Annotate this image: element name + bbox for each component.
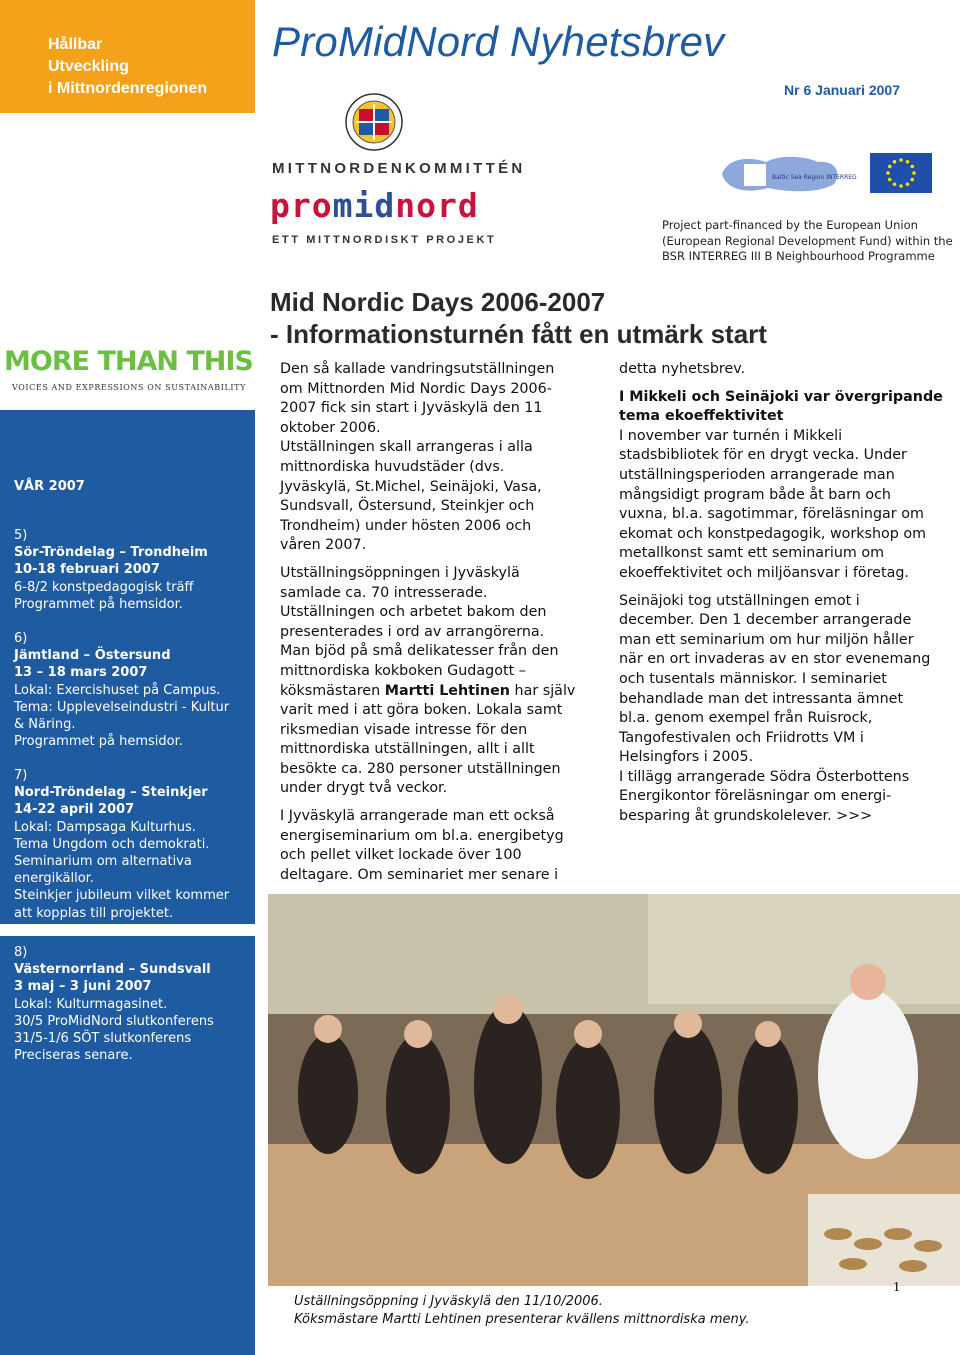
exhibition-photo [268,894,960,1286]
eu-star-icon [906,182,910,186]
article-line: tema ekoeffektivitet [619,408,784,425]
eu-star-icon [886,171,890,175]
article-line: detta nyhetsbrev. [619,361,746,377]
article-line: Den så kallade vandringsutställningen [280,361,555,377]
article-line: när en ort invaderas av en stor evenemang [619,651,931,668]
article-line: besparing åt grundskolelever. >>> [619,808,873,825]
paragraph-gap [280,799,600,807]
article-line: samlade ca. 70 intresserade. [280,584,488,601]
event-6: 6) Jämtland – Östersund 13 – 18 mars 2007 Lokal: Exercishuset på Campus. Tema: Upplevelseindustri - Kultur & Näring. Programmet på hemsidor. [14,631,230,750]
article-line: Utställningen skall arrangeras i alla [280,439,533,456]
article-line: Tangofestivalen och Friidrotts VM i [619,729,864,746]
article-line: vuxna, bl.a. sagotimmar, föreläsningar om [619,506,924,523]
eu-star-icon [893,160,897,164]
article-line: under drygt två veckor. [280,780,448,797]
newsletter-title: ProMidNord Nyhetsbrev [272,18,725,65]
article-line: I Mikkeli och Seinäjoki var övergripande [619,388,943,405]
project-subtitle: ETT MITTNORDISKT PROJEKT [272,234,497,246]
article-line: behandlade man det intressanta ämnet [619,690,904,707]
article-line: utställningsperioden arrangerade man [619,466,895,483]
article-line: energiseminarium om bl.a. energibetyg [280,827,564,844]
eu-star-icon [888,178,892,182]
paragraph-gap [619,380,959,388]
org-title: Hållbar Utveckling i Mittnordenregionen [48,36,208,97]
article-line: Utställningsöppningen i Jyväskylä [280,564,520,581]
article-line: varit med i att göra boken. Lokala samt [280,702,563,719]
eu-star-icon [899,158,903,162]
event-8: 8) Västernorrland – Sundsvall 3 maj – 3 juni 2007 Lokal: Kulturmagasinet. 30/5 ProMidNord slutkonferens 31/5-1/6 SÖT slutkonferens Preciseras senare. [14,945,214,1064]
article-line: mittnordiska huvudstäder (dvs. [280,458,505,475]
article-line: metallkonst samt ett seminarium om [619,545,885,562]
issue-label: Nr 6 Januari 2007 [784,82,900,98]
svg-text:MORE THAN THIS: MORE THAN THIS [4,346,253,377]
page-number: 1 [893,1280,900,1295]
sidebar-divider [0,924,255,936]
article-line: Trondheim) under hösten 2006 och [280,517,532,534]
funding-notice: Project part-financed by the European Union (European Regional Development Fund) within the BSR INTERREG III B Neighbourhood Programme [662,218,953,263]
eu-star-icon [912,171,916,175]
article-line: ekoeffektivitet och miljöansvar i företag. [619,564,909,581]
article-line: mittnordiska utställningen, allt i allt [280,741,535,758]
article-line: oktober 2006. [280,419,381,436]
article-line: Sundsvall, Östersund, Steinkjer och [280,498,535,515]
paragraph-gap [280,556,600,564]
paragraph-gap [619,584,959,592]
article-title: Mid Nordic Days 2006-2007 - Informationsturnén fått en utmärk start [270,287,767,349]
article-line: 2007 fick sin start i Jyväskylä den 11 [280,400,543,417]
org-banner [0,0,255,113]
bsr-interreg-logo [718,152,857,196]
article-line: Seinäjoki tog utställningen emot i [619,592,860,609]
article-line: Utställningen och arbetet bakom den [280,604,547,621]
article-line: mångsidigt program både åt barn och [619,486,891,503]
article-line: om Mittnorden Mid Nordic Days 2006- [280,380,552,397]
article-line: Jyväskylä, St.Michel, Seinäjoki, Vasa, [280,478,542,495]
eu-star-icon [910,165,914,169]
svg-text:VOICES AND EXPRESSIONS ON SUST: VOICES AND EXPRESSIONS ON SUSTAINABILITY [12,383,246,392]
article-line: bl.a. genom exempel från Ruisrock, [619,710,873,727]
article-line: presenterades i ord av arrangörerna. [280,623,545,640]
article-line: Man bjöd på små delikatesser från den [280,643,559,660]
mittnorden-seal-icon [344,92,404,152]
eu-flag-icon [870,153,932,193]
eu-star-icon [888,165,892,169]
event-5: 5) Sör-Tröndelag – Trondheim 10-18 februari 2007 6-8/2 konstpedagogisk träff Programmet på hemsidor. [14,528,208,612]
article-line: riksmedian visade intresse för den [280,721,528,738]
article-line: besökte ca. 280 personer utställningen [280,760,561,777]
article-line: stadsbibliotek för en drygt vecka. Under [619,447,907,464]
eu-star-icon [906,160,910,164]
article-line: och pellet vilket lockade över 100 [280,847,522,864]
eu-star-icon [893,182,897,186]
article-column-1 [280,360,600,885]
article-line: och tusentals människor. I seminariet [619,670,887,687]
event-7: 7) Nord-Tröndelag – Steinkjer 14-22 april 2007 Lokal: Dampsaga Kulturhus. Tema Ungdom och demokrati. Seminarium om alternativa energikällor. Steinkjer jubileum vilket kommer att kopplas till projektet. [14,768,230,921]
more-than-this-logo [0,336,255,400]
photo-caption: Uställningsöppning i Jyväskylä den 11/10/2006. Köksmästare Martti Lehtinen presenterar kvällens mittnordiska meny. [294,1294,750,1327]
article-line: deltagare. Om seminariet mer senare i [280,866,559,883]
svg-text:Baltic Sea Region INTERREG: Baltic Sea Region INTERREG [772,174,857,181]
mittnordenkommitten-label: MITTNORDENKOMMITTÉN [272,160,526,177]
eu-star-icon [899,184,903,188]
article-line: köksmästaren Martti Lehtinen har själv [280,682,576,699]
article-line: ekomat och konstpedagogik, workshop om [619,525,927,542]
article-line: I Jyväskylä arrangerade man ett också [280,808,555,825]
article-line: I november var turnén i Mikkeli [619,427,843,444]
article-line: december. Den 1 december arrangerade [619,612,912,629]
article-line: Energikontor föreläsningar om energi- [619,788,892,805]
eu-star-icon [910,178,914,182]
article-line: man ett seminarium om hur miljön håller [619,631,914,648]
article-line: våren 2007. [280,537,367,554]
article-line: mittnordiska kokboken Gudagott – [280,662,526,679]
article-line: I tillägg arrangerade Södra Österbottens [619,768,910,785]
sidebar-season: VÅR 2007 [14,479,85,494]
chef-name: Martti Lehtinen [384,682,510,699]
article-line: Helsingfors i 2005. [619,749,754,766]
promidnord-logo: promidnord [270,186,479,225]
article-column-2 [619,360,959,827]
